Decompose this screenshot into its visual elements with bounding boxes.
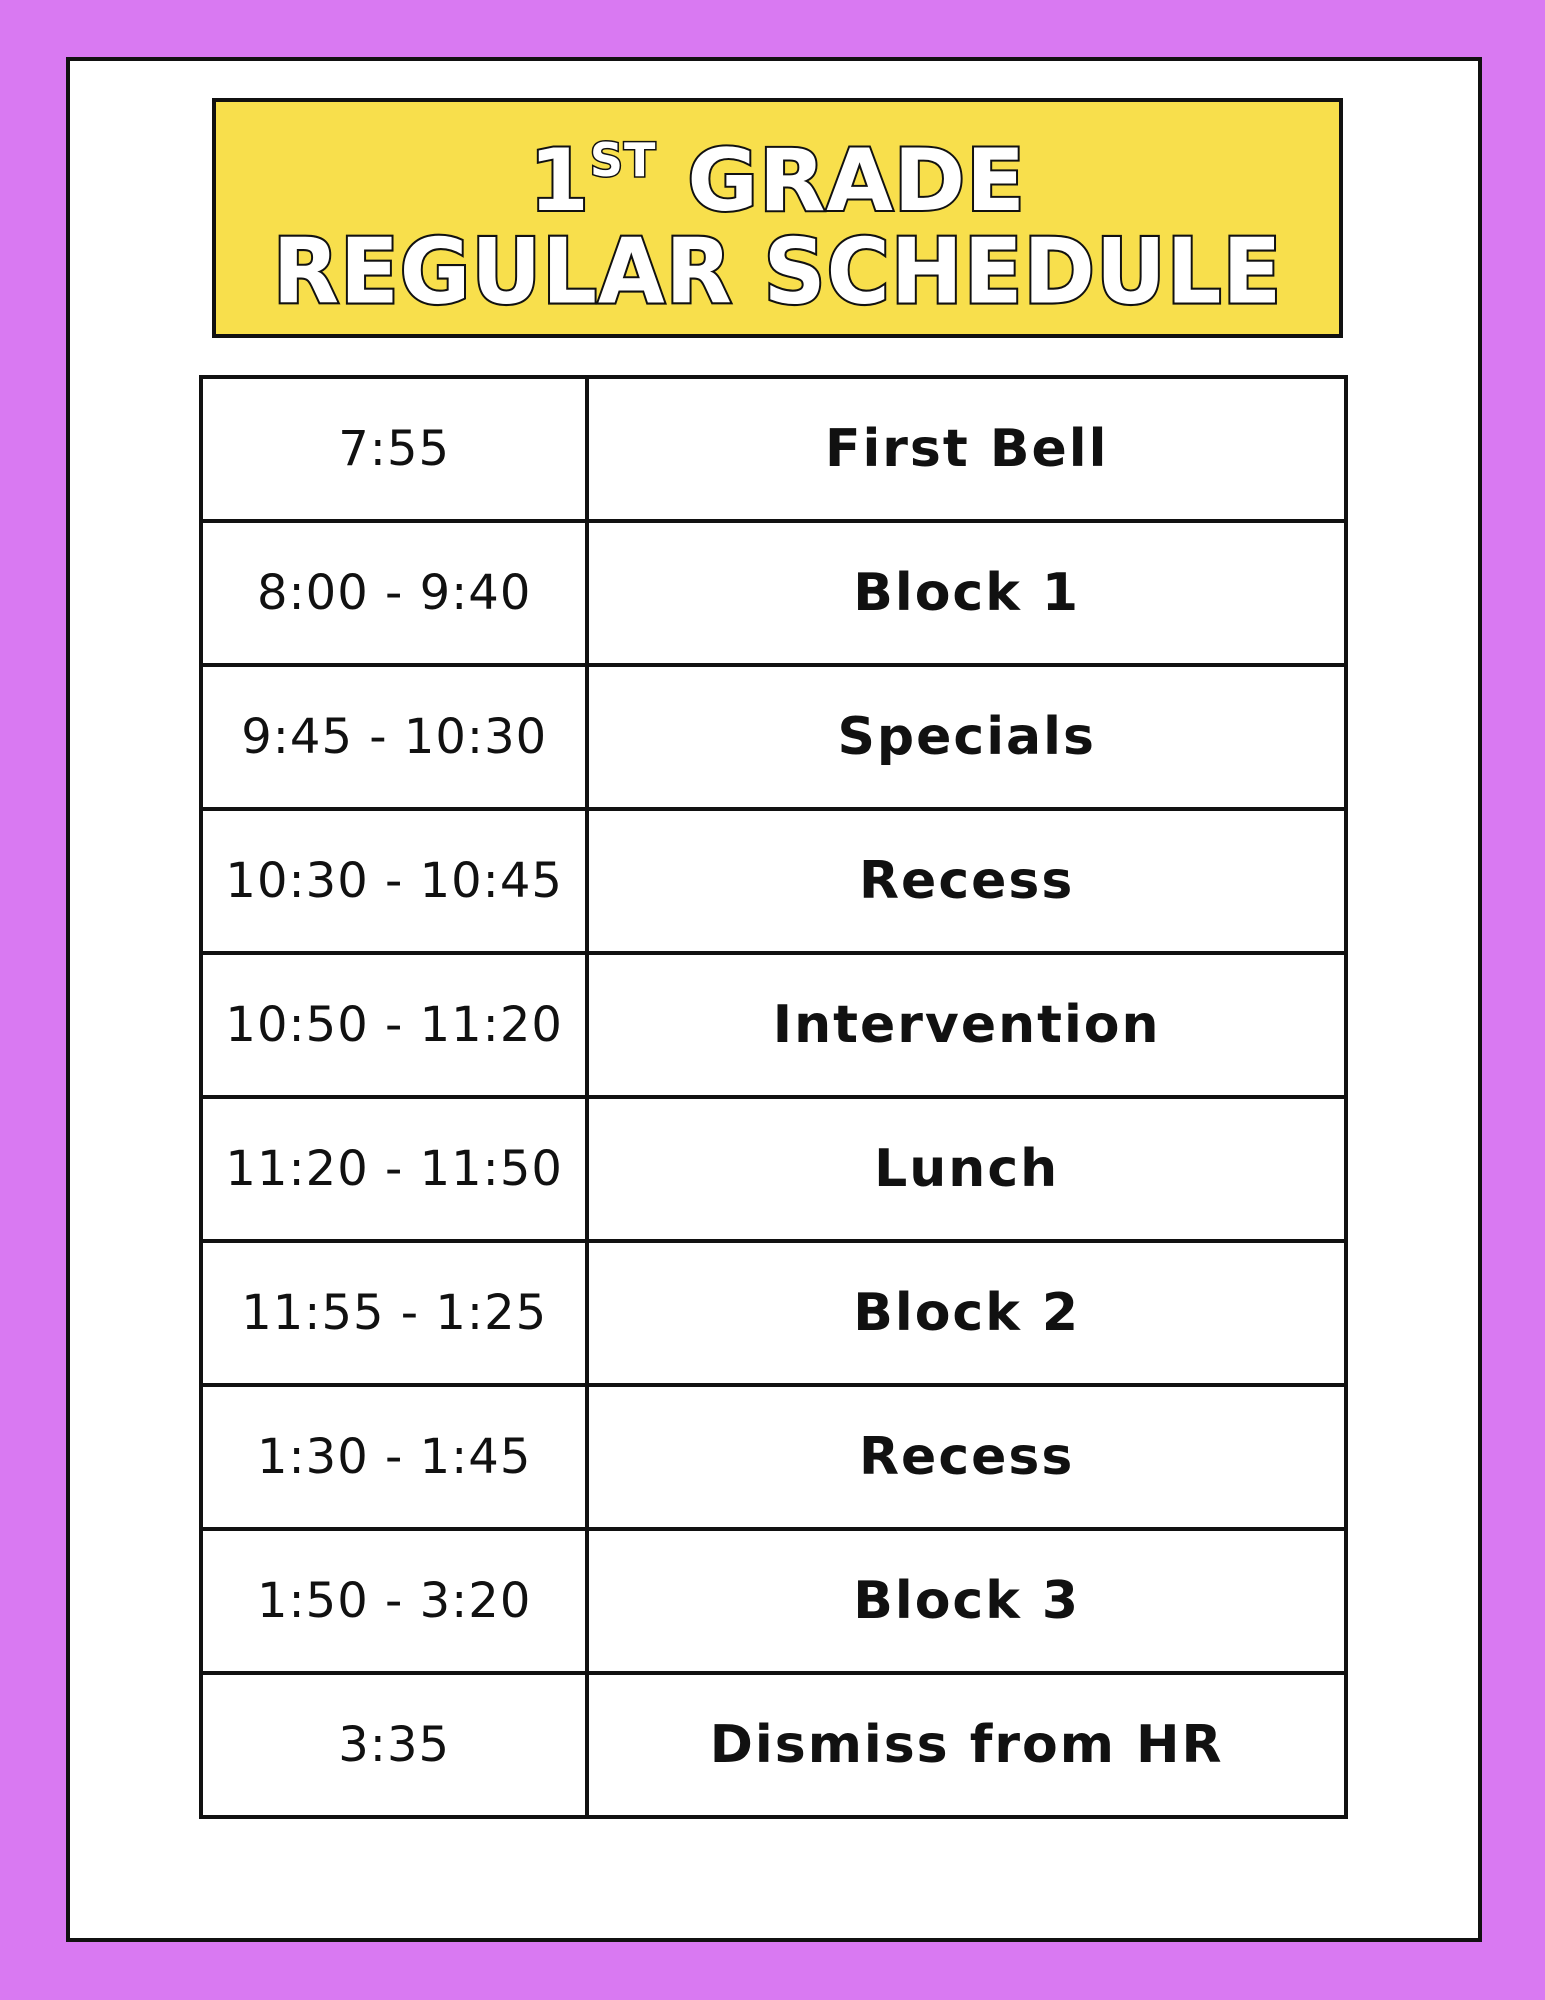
activity-cell: First Bell [587,377,1346,521]
time-cell: 10:50 - 11:20 [201,953,587,1097]
time-cell: 1:50 - 3:20 [201,1529,587,1673]
schedule-page [66,57,1482,1942]
time-cell: 9:45 - 10:30 [201,665,587,809]
grade-number: 1 [529,131,590,231]
activity-cell: Recess [587,1385,1346,1529]
table-row [201,809,1346,953]
table-row [201,1385,1346,1529]
title-banner [212,98,1343,338]
activity-cell: Block 1 [587,521,1346,665]
table-row [201,665,1346,809]
time-cell: 8:00 - 9:40 [201,521,587,665]
activity-cell: Recess [587,809,1346,953]
table-row [201,1529,1346,1673]
grade-word: GRADE [687,131,1026,231]
table-row [201,521,1346,665]
activity-cell: Block 3 [587,1529,1346,1673]
schedule-table [199,375,1348,1819]
time-cell: 3:35 [201,1673,587,1817]
time-cell: 7:55 [201,377,587,521]
time-cell: 11:55 - 1:25 [201,1241,587,1385]
grade-ordinal: ST [589,133,657,187]
time-cell: 11:20 - 11:50 [201,1097,587,1241]
time-cell: 1:30 - 1:45 [201,1385,587,1529]
activity-cell: Specials [587,665,1346,809]
time-cell: 10:30 - 10:45 [201,809,587,953]
table-row [201,953,1346,1097]
activity-cell: Lunch [587,1097,1346,1241]
schedule-title: REGULAR SCHEDULE [272,219,1283,325]
activity-cell: Dismiss from HR [587,1673,1346,1817]
table-row [201,377,1346,521]
table-row [201,1673,1346,1817]
activity-cell: Intervention [587,953,1346,1097]
grade-title [216,110,1339,231]
table-row [201,1097,1346,1241]
activity-cell: Block 2 [587,1241,1346,1385]
table-row [201,1241,1346,1385]
